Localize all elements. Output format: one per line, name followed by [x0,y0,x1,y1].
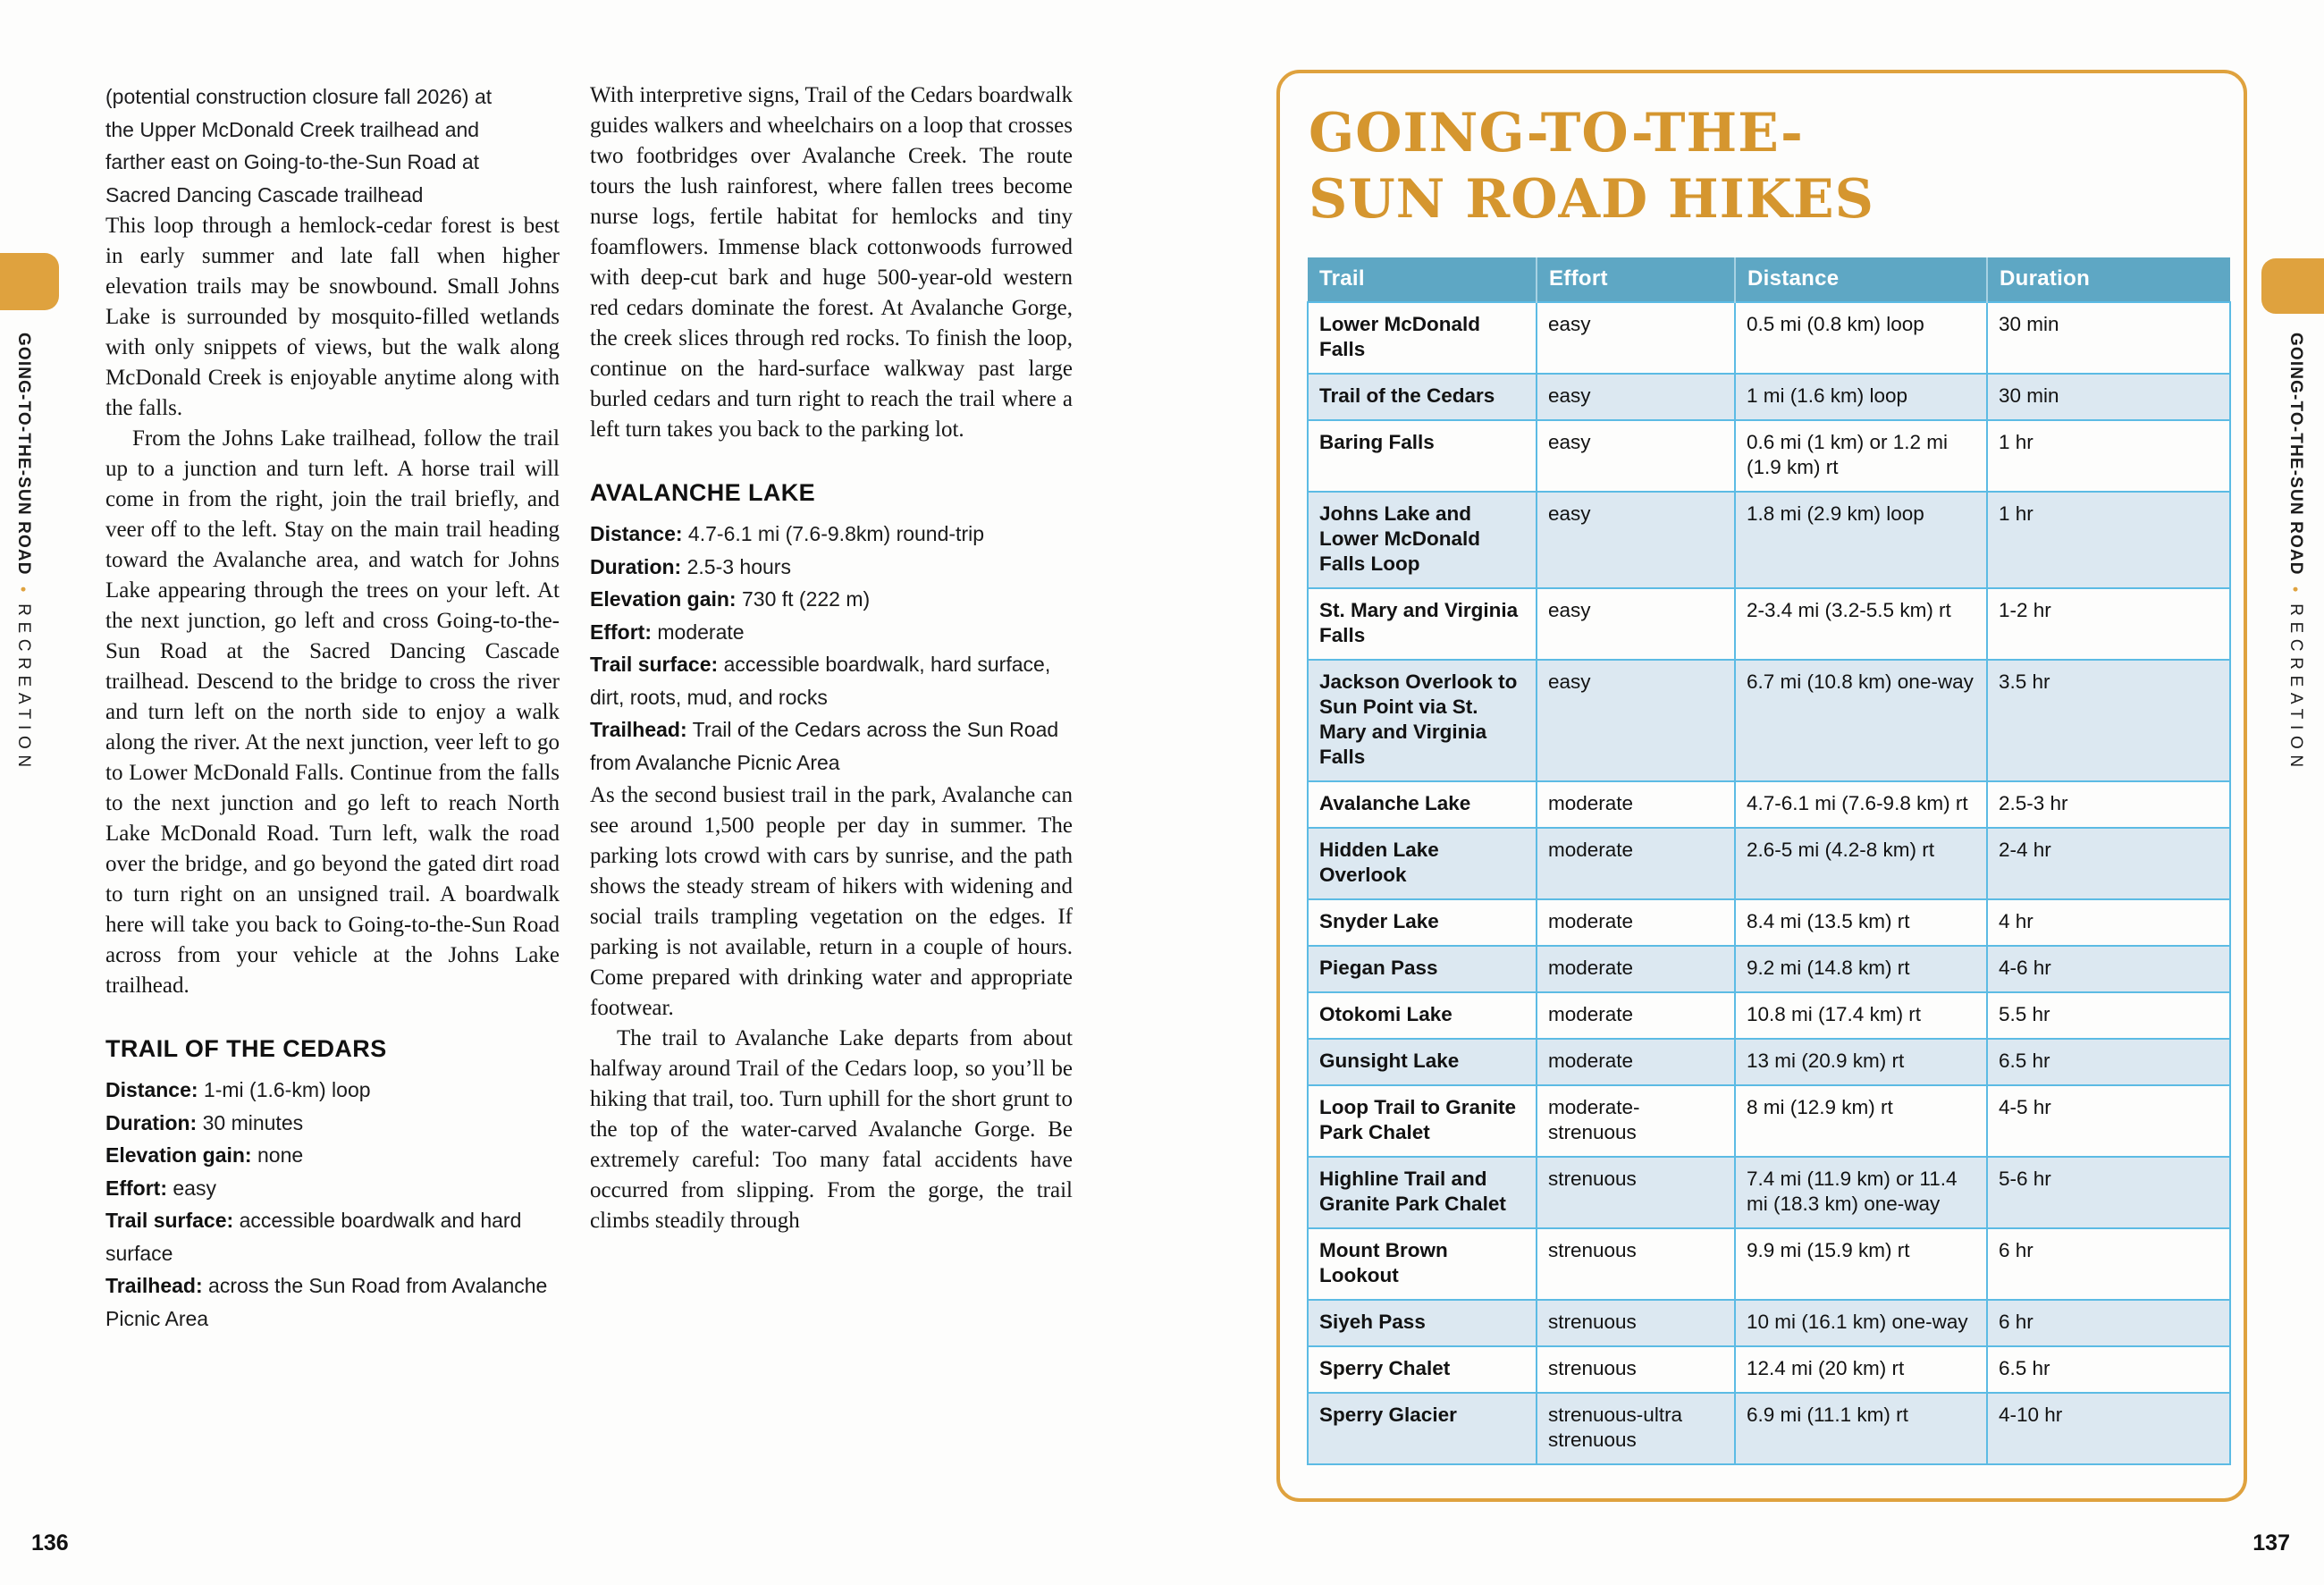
table-row [1308,1039,2230,1085]
table-cell: 30 min [1987,374,2230,420]
trail-spec-list [105,1074,560,1335]
table-cell: Loop Trail to Granite Park Chalet [1308,1085,1537,1157]
table-row [1308,828,2230,899]
spec-line: Duration: 2.5-3 hours [590,554,791,578]
margin-chapter-title: GOING-TO-THE-SUN ROAD [2286,333,2305,576]
table-cell: easy [1537,420,1735,492]
spec-line: Elevation gain: none [105,1143,304,1167]
table-cell: Highline Trail and Granite Park Chalet [1308,1157,1537,1228]
table-cell: Gunsight Lake [1308,1039,1537,1085]
column-header-trail: Trail [1308,257,1537,302]
spec-label: Duration: [590,554,682,578]
column-header-distance: Distance [1735,257,1987,302]
table-cell: 10.8 mi (17.4 km) rt [1735,992,1987,1039]
table-cell: Jackson Overlook to Sun Point via St. Mary and Virginia Falls [1308,660,1537,781]
table-cell: moderate [1537,899,1735,946]
table-cell: Lower McDonald Falls [1308,302,1537,374]
table-row [1308,1300,2230,1346]
margin-chapter-title: GOING-TO-THE-SUN ROAD [14,333,33,576]
table-row [1308,1228,2230,1300]
table-cell: 8 mi (12.9 km) rt [1735,1085,1987,1157]
table-cell: 6.5 hr [1987,1346,2230,1393]
trail-spec-list [590,518,1073,779]
column-header-effort: Effort [1537,257,1735,302]
feature-box-title [1309,100,1874,232]
table-cell: moderate-strenuous [1537,1085,1735,1157]
spec-label: Trail surface: [105,1209,234,1232]
spec-line: Effort: moderate [590,620,745,644]
table-cell: easy [1537,302,1735,374]
table-cell: 2.6-5 mi (4.2-8 km) rt [1735,828,1987,899]
page-number-right: 137 [2252,1530,2290,1555]
table-cell: Snyder Lake [1308,899,1537,946]
table-row [1308,1157,2230,1228]
table-cell: 30 min [1987,302,2230,374]
spec-line: Trail surface: accessible boardwalk, hard surface, dirt, roots, mud, and rocks [590,653,1051,709]
spec-label: Trailhead: [105,1274,203,1297]
table-row [1308,588,2230,660]
table-cell: 2-3.4 mi (3.2-5.5 km) rt [1735,588,1987,660]
table-cell: 4 hr [1987,899,2230,946]
title-line-1: GOING-TO-THE- [1309,102,1804,164]
title-line-2: SUN ROAD HIKES [1309,168,1874,231]
table-cell: 4-6 hr [1987,946,2230,992]
hikes-table [1307,257,2231,1465]
spec-label: Distance: [590,522,683,545]
table-cell: 1 hr [1987,492,2230,588]
spec-label: Duration: [105,1110,198,1134]
table-cell: Mount Brown Lookout [1308,1228,1537,1300]
table-cell: 4-10 hr [1987,1393,2230,1464]
table-header-row [1308,257,2230,302]
hikes-feature-box [1276,70,2247,1502]
table-cell: moderate [1537,781,1735,828]
spec-line: Trailhead: across the Sun Road from Avalanche Picnic Area [105,1274,548,1330]
text-line: (potential construction closure fall 2026) at [105,85,493,108]
table-cell: 2-4 hr [1987,828,2230,899]
table-cell: 12.4 mi (20 km) rt [1735,1346,1987,1393]
spec-label: Elevation gain: [105,1143,252,1167]
table-row [1308,1393,2230,1464]
table-cell: strenuous [1537,1157,1735,1228]
table-cell: 6 hr [1987,1228,2230,1300]
table-cell: 6 hr [1987,1300,2230,1346]
table-cell: Sperry Glacier [1308,1393,1537,1464]
text-line: farther east on Going-to-the-Sun Road at [105,150,480,173]
left-margin-label [13,333,33,773]
table-cell: 4.7-6.1 mi (7.6-9.8 km) rt [1735,781,1987,828]
body-paragraph: From the Johns Lake trailhead, follow the trail up to a junction and turn left. A horse trail will come in from the right, join the trail briefly, and veer off to the left. Stay on the main trail heading toward the Avalanche area, and watch for Johns Lake appearing through the trees on your left. At the next junction, go left and cross Going-to-the-Sun Road at the Sacred Dancing Cascade trailhead. Descend to the bridge to cross the river and turn left on the north side to enjoy a walk along the river. At the next junction, veer left to go to Lower McDonald Falls. Continue from the falls to the next junction and go left to reach North Lake McDonald Road. Turn left, walk the road over the bridge, and go beyond the gated dirt road to turn right on an unsigned trail. A boardwalk here will take you back to Going-to-the-Sun Road across from your vehicle at the Johns Lake trailhead. [105,426,560,998]
table-cell: 7.4 mi (11.9 km) or 11.4 mi (18.3 km) one-way [1735,1157,1987,1228]
table-cell: 8.4 mi (13.5 km) rt [1735,899,1987,946]
table-cell: moderate [1537,1039,1735,1085]
table-cell: Baring Falls [1308,420,1537,492]
table-cell: strenuous [1537,1300,1735,1346]
spec-label: Trailhead: [590,718,687,741]
right-edge-tab-marker [2261,258,2324,314]
table-cell: Otokomi Lake [1308,992,1537,1039]
table-row [1308,302,2230,374]
table-cell: Sperry Chalet [1308,1346,1537,1393]
trailhead-continuation [105,80,560,211]
table-cell: strenuous [1537,1228,1735,1300]
table-cell: Siyeh Pass [1308,1300,1537,1346]
table-cell: 0.6 mi (1 km) or 1.2 mi (1.9 km) rt [1735,420,1987,492]
table-cell: Piegan Pass [1308,946,1537,992]
table-row [1308,946,2230,992]
table-row [1308,992,2230,1039]
table-row [1308,781,2230,828]
table-cell: 2.5-3 hr [1987,781,2230,828]
table-cell: 9.2 mi (14.8 km) rt [1735,946,1987,992]
margin-section-label: RECREATION [2286,603,2305,773]
spec-line: Duration: 30 minutes [105,1110,304,1134]
body-paragraph: This loop through a hemlock-cedar forest is best in early summer and late fall when higher elevation trails may be snowbound. Small Johns Lake is surrounded by mosquito-filled wetlands with only snippets of views, but the walk along McDonald Creek is enjoyable anytime along with the falls. [105,214,560,420]
table-cell: 4-5 hr [1987,1085,2230,1157]
page-number-left: 136 [31,1530,69,1555]
spec-label: Elevation gain: [590,587,737,611]
table-cell: Johns Lake and Lower McDonald Falls Loop [1308,492,1537,588]
table-cell: strenuous [1537,1346,1735,1393]
table-cell: 0.5 mi (0.8 km) loop [1735,302,1987,374]
table-row [1308,492,2230,588]
table-cell: 9.9 mi (15.9 km) rt [1735,1228,1987,1300]
table-cell: Trail of the Cedars [1308,374,1537,420]
left-page-column-2 [590,80,1073,1236]
table-cell: 5.5 hr [1987,992,2230,1039]
trail-heading: TRAIL OF THE CEDARS [105,1035,387,1062]
table-cell: Hidden Lake Overlook [1308,828,1537,899]
table-cell: 6.5 hr [1987,1039,2230,1085]
text-line: Sacred Dancing Cascade trailhead [105,182,424,207]
table-row [1308,660,2230,781]
margin-separator-dot: • [14,586,32,594]
table-cell: easy [1537,588,1735,660]
table-cell: easy [1537,492,1735,588]
table-cell: 6.7 mi (10.8 km) one-way [1735,660,1987,781]
spec-label: Effort: [590,620,652,644]
table-cell: Avalanche Lake [1308,781,1537,828]
table-row [1308,420,2230,492]
table-row [1308,1085,2230,1157]
table-row [1308,1346,2230,1393]
table-cell: 3.5 hr [1987,660,2230,781]
text-line: the Upper McDonald Creek trailhead and [105,117,480,141]
table-cell: 1-2 hr [1987,588,2230,660]
table-cell: 1.8 mi (2.9 km) loop [1735,492,1987,588]
table-cell: 10 mi (16.1 km) one-way [1735,1300,1987,1346]
body-paragraph: The trail to Avalanche Lake departs from about halfway around Trail of the Cedars loop, so you’ll be hiking that trail, too. Turn uphill for the short grunt to the top of the water-carved Avalanche Gorge. Be extremely careful: Too many fatal accidents have occurred from slipping. From the gorge, the trail climbs steadily through [590,1026,1073,1233]
left-page-column-1 [105,80,560,1335]
table-cell: moderate [1537,828,1735,899]
spec-line: Trail surface: accessible boardwalk and hard surface [105,1209,522,1265]
margin-section-label: RECREATION [14,603,33,773]
spec-line: Distance: 4.7-6.1 mi (7.6-9.8km) round-trip [590,522,984,545]
table-row [1308,899,2230,946]
margin-separator-dot: • [2286,586,2304,594]
table-cell: easy [1537,660,1735,781]
table-cell: moderate [1537,946,1735,992]
table-row [1308,374,2230,420]
spec-label: Trail surface: [590,653,719,676]
spec-line: Elevation gain: 730 ft (222 m) [590,587,871,611]
spec-line: Distance: 1-mi (1.6-km) loop [105,1078,371,1101]
body-paragraph: As the second busiest trail in the park, Avalanche can see around 1,500 people per day in summer. The parking lots crowd with cars by sunrise, and the path shows the steady stream of hikers with widening and social trails trampling vegetation on the edges. If parking is not available, return in a couple of hours. Come prepared with drinking water and appropriate footwear. [590,783,1073,1020]
table-cell: 6.9 mi (11.1 km) rt [1735,1393,1987,1464]
table-cell: 1 mi (1.6 km) loop [1735,374,1987,420]
body-paragraph: With interpretive signs, Trail of the Cedars boardwalk guides walkers and wheelchairs on a loop that crosses two footbridges over Avalanche Creek. The route tours the lush rainforest, where fallen trees become nurse logs, fertile habitat for hemlocks and tiny foamflowers. Immense black cottonwoods furrowed with deep-cut bark and huge 500-year-old western red cedars dominate the forest. At Avalanche Gorge, the creek slices through red rocks. To finish the loop, continue on the hard-surface walkway past large burled cedars and turn right to reach the trail where a left turn takes you back to the parking lot. [590,83,1073,442]
left-edge-tab-marker [0,253,59,310]
table-cell: St. Mary and Virginia Falls [1308,588,1537,660]
table-cell: moderate [1537,992,1735,1039]
table-cell: strenuous-ultra strenuous [1537,1393,1735,1464]
table-cell: 13 mi (20.9 km) rt [1735,1039,1987,1085]
table-cell: easy [1537,374,1735,420]
spec-label: Effort: [105,1176,167,1200]
spec-line: Trailhead: Trail of the Cedars across the Sun Road from Avalanche Picnic Area [590,718,1059,774]
hikes-table-body [1308,302,2230,1464]
trail-heading: AVALANCHE LAKE [590,479,816,506]
right-margin-label [2286,333,2305,773]
table-cell: 1 hr [1987,420,2230,492]
column-header-duration: Duration [1987,257,2230,302]
spec-line: Effort: easy [105,1176,216,1200]
table-cell: 5-6 hr [1987,1157,2230,1228]
spec-label: Distance: [105,1078,198,1101]
